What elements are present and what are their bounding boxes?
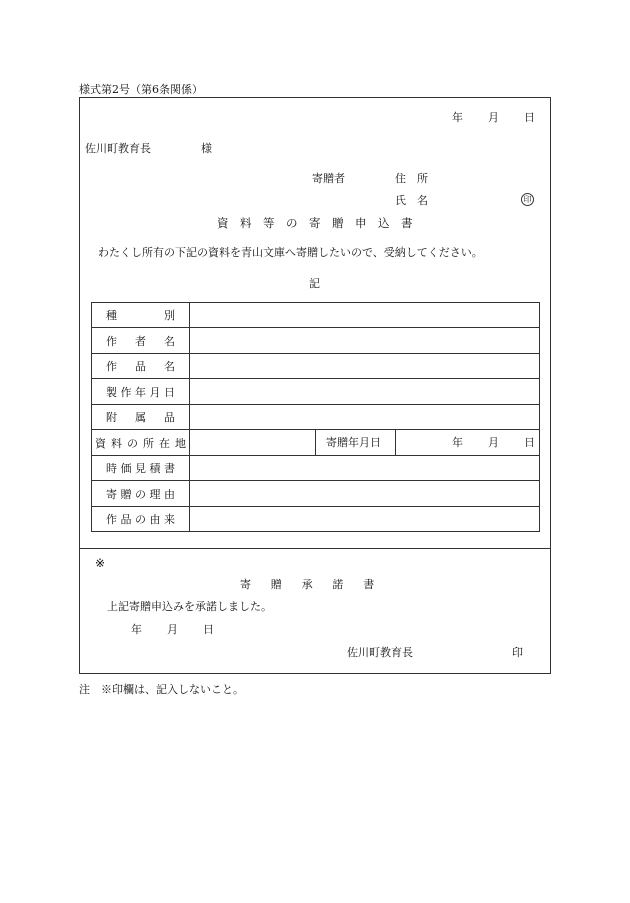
addressee-honorific: 様	[201, 142, 212, 155]
row-label-work: 作品名	[106, 359, 175, 373]
donor-seal: 印	[521, 193, 534, 206]
addressee-name: 佐川町教育長	[85, 142, 151, 155]
donation-date-day: 日	[524, 436, 535, 449]
row-label-reason: 寄贈の理由	[106, 487, 175, 501]
table-cell-divider	[315, 429, 316, 455]
approval-seal: 印	[512, 646, 523, 659]
approval-year: 年	[131, 623, 142, 636]
row-label-type: 種別	[106, 308, 175, 322]
row-label-location: 資料の所在地	[95, 436, 186, 450]
approval-signer: 佐川町教育長	[347, 646, 413, 659]
date-day: 日	[524, 111, 535, 124]
approval-text: 上記寄贈申込みを承諾しました。	[107, 600, 272, 613]
row-label-accessories: 附属品	[106, 410, 175, 424]
ki-label: 記	[309, 277, 320, 290]
approval-mark: ※	[95, 556, 106, 570]
donation-date-label: 寄贈年月日	[326, 436, 381, 449]
donor-address-label: 住 所	[395, 172, 428, 185]
row-label-estimate: 時価見積書	[106, 461, 175, 475]
row-label-author: 作者名	[106, 334, 175, 348]
form-number: 様式第2号（第6条関係）	[79, 83, 203, 96]
footnote: 注 ※印欄は、記入しないこと。	[79, 683, 244, 696]
row-label-production-date: 製作年月日	[106, 385, 175, 399]
approval-month: 月	[167, 623, 178, 636]
date-month: 月	[488, 111, 499, 124]
donor-name-label: 氏 名	[395, 194, 428, 207]
date-year: 年	[452, 111, 463, 124]
table-column-divider	[189, 302, 190, 532]
donation-date-year: 年	[452, 436, 463, 449]
approval-title: 寄贈承諾書	[240, 578, 394, 591]
row-label-origin: 作品の由来	[106, 512, 175, 526]
form-title: 資料等の寄贈申込書	[217, 216, 424, 230]
section-divider	[79, 548, 551, 549]
donor-label: 寄贈者	[312, 172, 345, 185]
table-cell-divider	[395, 429, 396, 455]
donation-date-month: 月	[488, 436, 499, 449]
approval-day: 日	[203, 623, 214, 636]
statement: わたくし所有の下記の資料を青山文庫へ寄贈したいので、受納してください。	[98, 246, 483, 259]
